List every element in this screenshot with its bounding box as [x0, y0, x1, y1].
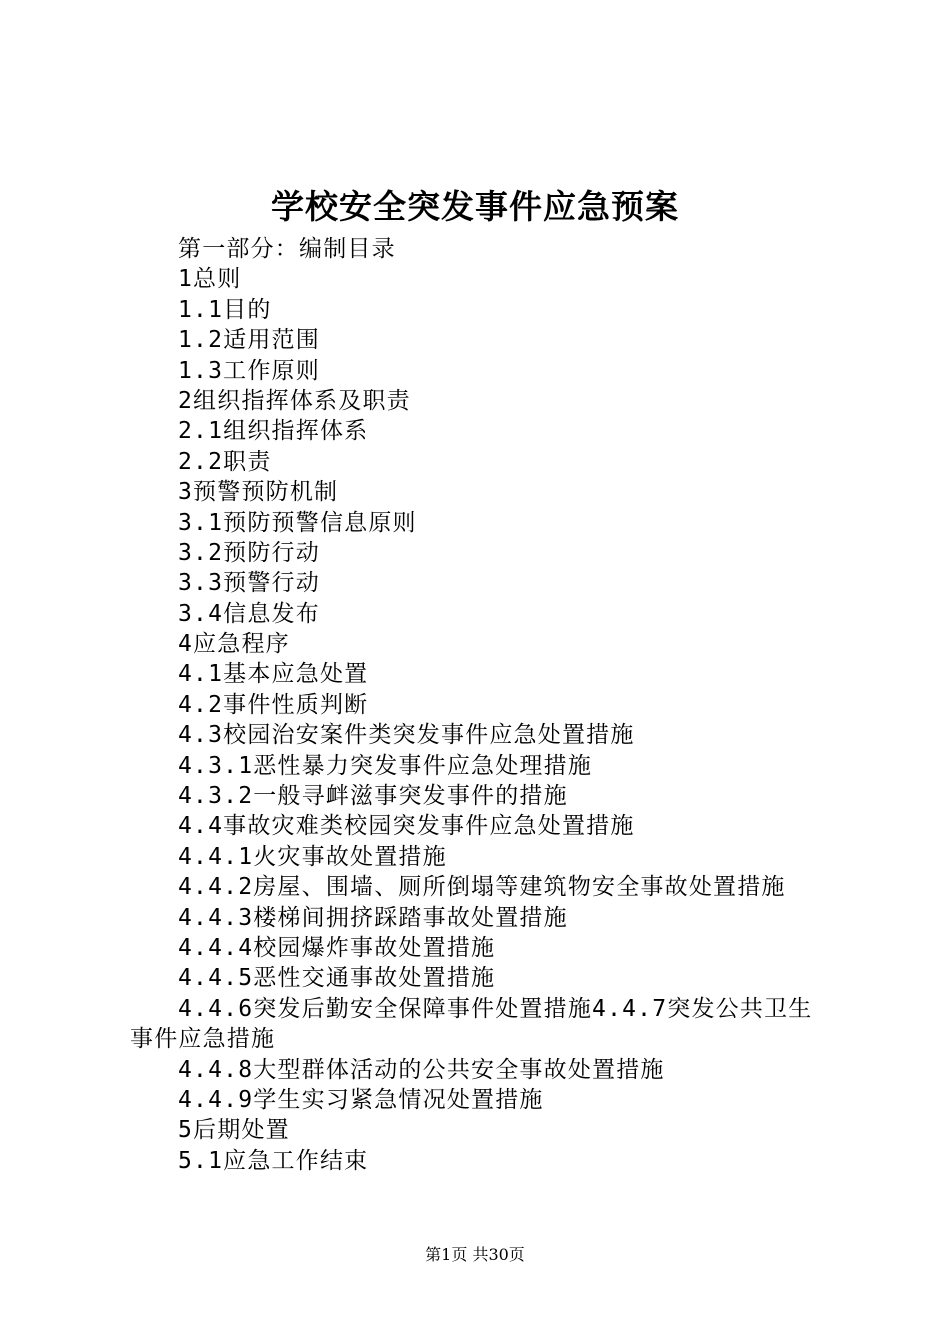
toc-line: 1.3工作原则 — [178, 357, 320, 384]
toc-line: 1.2适用范围 — [178, 327, 320, 354]
toc-line: 3.4信息发布 — [178, 600, 320, 627]
page-footer: 第1页 共30页 — [425, 1245, 525, 1264]
toc-line: 4.2事件性质判断 — [178, 691, 369, 718]
toc-line: 5.1应急工作结束 — [178, 1147, 369, 1174]
toc-line: 4.4.4校园爆炸事故处置措施 — [178, 934, 496, 961]
table-of-contents — [130, 234, 835, 1176]
toc-line: 4.4.6突发后勤安全保障事件处置措施4.4.7突发公共卫生事件应急措施 — [130, 995, 813, 1053]
toc-line: 1总则 — [178, 266, 242, 293]
toc-line: 2.2职责 — [178, 448, 272, 475]
toc-line: 4.1基本应急处置 — [178, 661, 369, 688]
toc-line: 4.4事故灾难类校园突发事件应急处置措施 — [178, 813, 635, 840]
toc-line: 3.1预防预警信息原则 — [178, 509, 417, 536]
toc-line: 5后期处置 — [178, 1117, 290, 1144]
toc-line: 2.1组织指挥体系 — [178, 418, 369, 445]
toc-line: 4.3校园治安案件类突发事件应急处置措施 — [178, 722, 635, 749]
toc-line: 4.4.8大型群体活动的公共安全事故处置措施 — [178, 1056, 665, 1083]
toc-line: 3.2预防行动 — [178, 539, 320, 566]
document-title: 学校安全突发事件应急预案 — [271, 187, 679, 226]
toc-line: 4.4.5恶性交通事故处置措施 — [178, 965, 496, 992]
toc-line: 3预警预防机制 — [178, 479, 339, 506]
toc-line: 第一部分：编制目录 — [178, 236, 396, 262]
toc-line: 4.3.2一般寻衅滋事突发事件的措施 — [178, 783, 568, 810]
toc-line: 4.4.9学生实习紧急情况处置措施 — [178, 1086, 544, 1113]
toc-line: 1.1目的 — [178, 296, 272, 323]
toc-line: 4.4.2房屋、围墙、厕所倒塌等建筑物安全事故处置措施 — [178, 874, 786, 901]
toc-line: 4.4.1火灾事故处置措施 — [178, 843, 447, 870]
toc-line: 3.3预警行动 — [178, 570, 320, 597]
toc-line: 4.3.1恶性暴力突发事件应急处理措施 — [178, 752, 593, 779]
toc-line: 4.4.3楼梯间拥挤踩踏事故处置措施 — [178, 904, 568, 931]
toc-line: 2组织指挥体系及职责 — [178, 387, 411, 414]
toc-line: 4应急程序 — [178, 631, 290, 658]
